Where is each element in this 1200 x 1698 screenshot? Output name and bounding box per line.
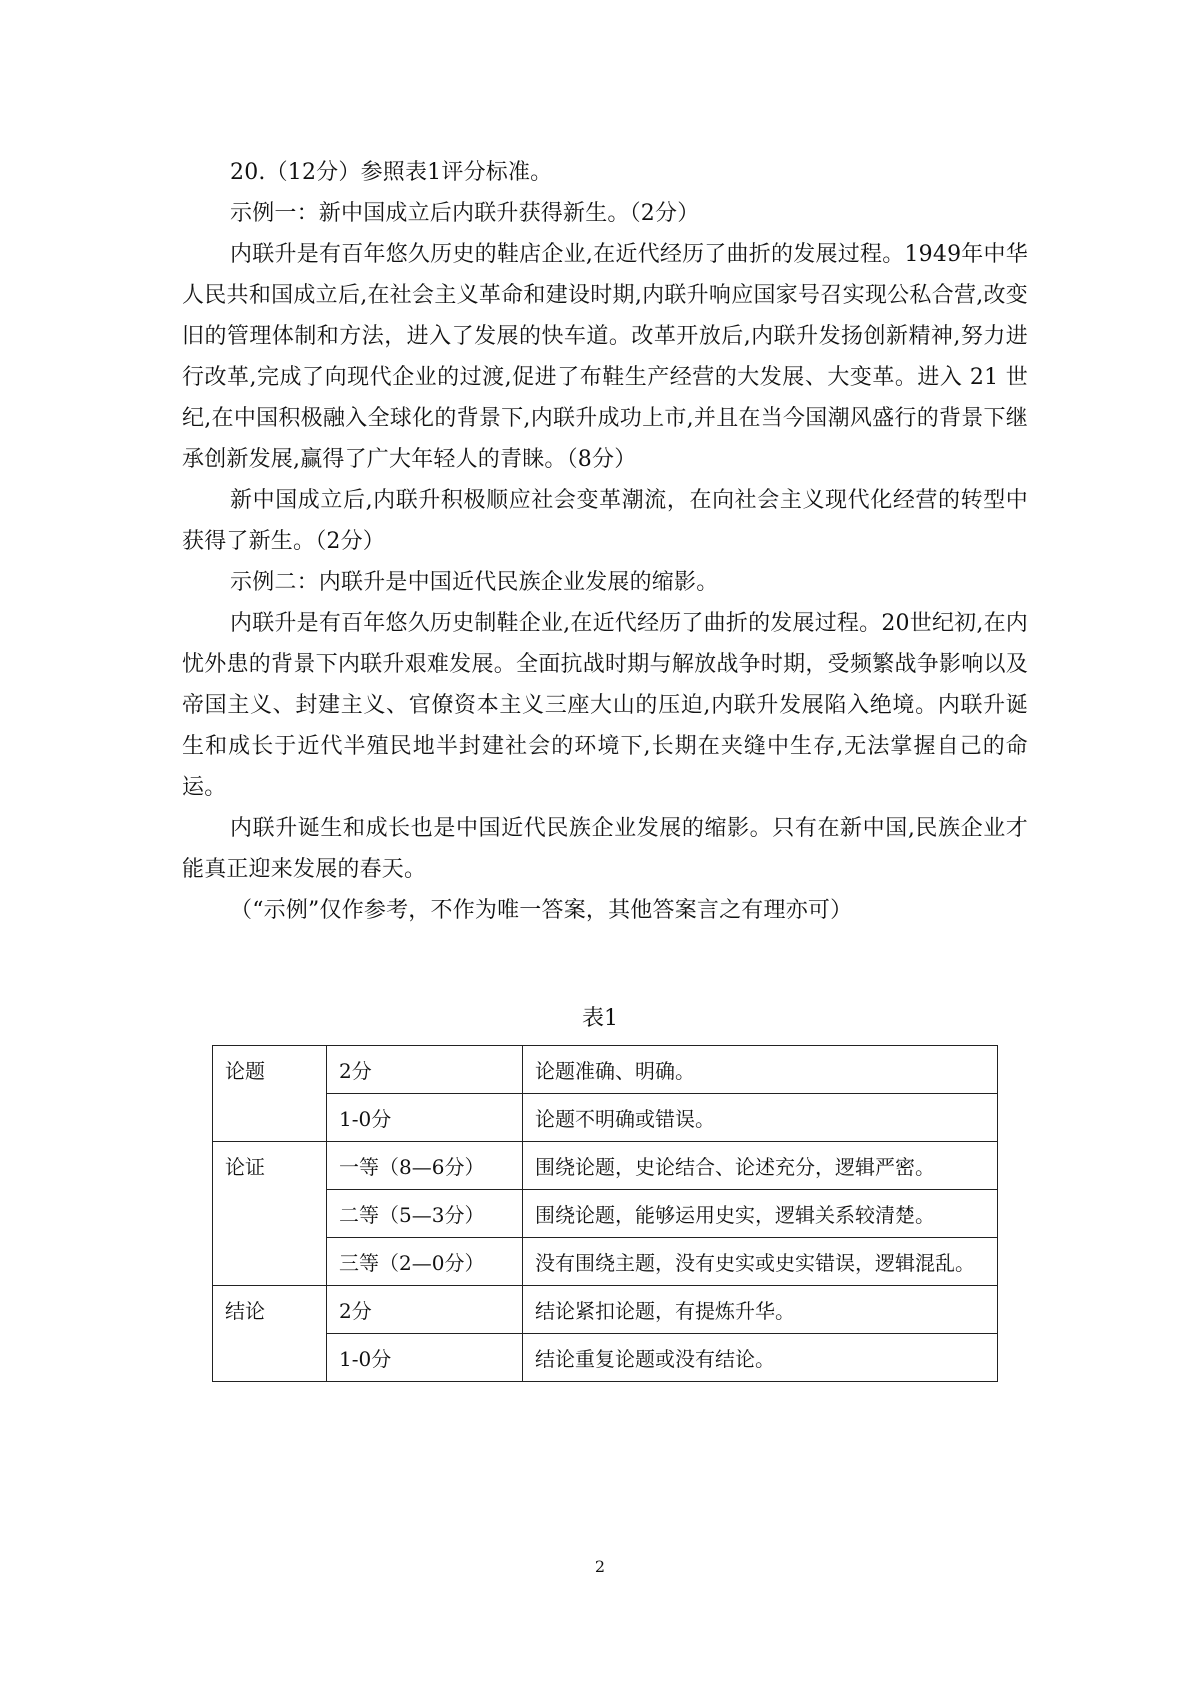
example-two-conclusion: 内联升诞生和成长也是中国近代民族企业发展的缩影。只有在新中国,民族企业才能真正迎来发展的春天。	[182, 816, 1028, 882]
category-cell: 结论	[213, 1286, 327, 1334]
category-cell	[213, 1094, 327, 1142]
table-row	[213, 1190, 998, 1238]
score-cell: 2分	[327, 1286, 523, 1334]
criteria-cell: 结论重复论题或没有结论。	[523, 1334, 998, 1382]
category-cell	[213, 1238, 327, 1286]
table-row	[213, 1238, 998, 1286]
criteria-cell: 围绕论题，能够运用史实，逻辑关系较清楚。	[523, 1190, 998, 1238]
table-row	[213, 1334, 998, 1382]
criteria-cell: 论题准确、明确。	[523, 1046, 998, 1094]
table-caption: 表1	[582, 1006, 618, 1031]
category-cell: 论证	[213, 1142, 327, 1190]
table-row	[213, 1046, 998, 1094]
example-two-title: 示例二：内联升是中国近代民族企业发展的缩影。	[230, 570, 719, 595]
scoring-table	[212, 1045, 998, 1382]
criteria-cell: 结论紧扣论题，有提炼升华。	[523, 1286, 998, 1334]
score-cell: 三等（2—0分）	[327, 1238, 523, 1286]
example-one-title: 示例一：新中国成立后内联升获得新生。（2分）	[230, 201, 700, 226]
category-cell: 论题	[213, 1046, 327, 1094]
question-heading: 20.（12分）参照表1评分标准。	[230, 160, 553, 185]
table-row	[213, 1142, 998, 1190]
category-cell	[213, 1190, 327, 1238]
category-cell	[213, 1334, 327, 1382]
score-cell: 一等（8—6分）	[327, 1142, 523, 1190]
example-one-conclusion: 新中国成立后,内联升积极顺应社会变革潮流，在向社会主义现代化经营的转型中获得了新生。（2分）	[182, 488, 1028, 554]
score-cell: 1-0分	[327, 1094, 523, 1142]
page-number: 2	[594, 1557, 606, 1576]
score-cell: 2分	[327, 1046, 523, 1094]
criteria-cell: 没有围绕主题，没有史实或史实错误，逻辑混乱。	[523, 1238, 998, 1286]
table-row	[213, 1286, 998, 1334]
criteria-cell: 围绕论题，史论结合、论述充分，逻辑严密。	[523, 1142, 998, 1190]
table-row	[213, 1094, 998, 1142]
score-cell: 1-0分	[327, 1334, 523, 1382]
example-two-body: 内联升是有百年悠久历史制鞋企业,在近代经历了曲折的发展过程。20世纪初,在内忧外患的背景下内联升艰难发展。全面抗战时期与解放战争时期，受频繁战争影响以及帝国主义、封建主义、官僚资本主义三座大山的压迫,内联升发展陷入绝境。内联升诞生和成长于近代半殖民地半封建社会的环境下,长期在夹缝中生存,无法掌握自己的命运。	[182, 611, 1028, 800]
answer-text	[182, 152, 1028, 931]
example-one-body: 内联升是有百年悠久历史的鞋店企业,在近代经历了曲折的发展过程。1949年中华人民共和国成立后,在社会主义革命和建设时期,内联升响应国家号召实现公私合营,改变旧的管理体制和方法，进入了发展的快车道。改革开放后,内联升发扬创新精神,努力进行改革,完成了向现代企业的过渡,促进了布鞋生产经营的大发展、大变革。进入 21 世纪,在中国积极融入全球化的背景下,内联升成功上市,并且在当今国潮风盛行的背景下继承创新发展,赢得了广大年轻人的青睐。（8分）	[182, 242, 1028, 472]
reference-note: （“示例”仅作参考，不作为唯一答案，其他答案言之有理亦可）	[230, 898, 853, 923]
score-cell: 二等（5—3分）	[327, 1190, 523, 1238]
criteria-cell: 论题不明确或错误。	[523, 1094, 998, 1142]
